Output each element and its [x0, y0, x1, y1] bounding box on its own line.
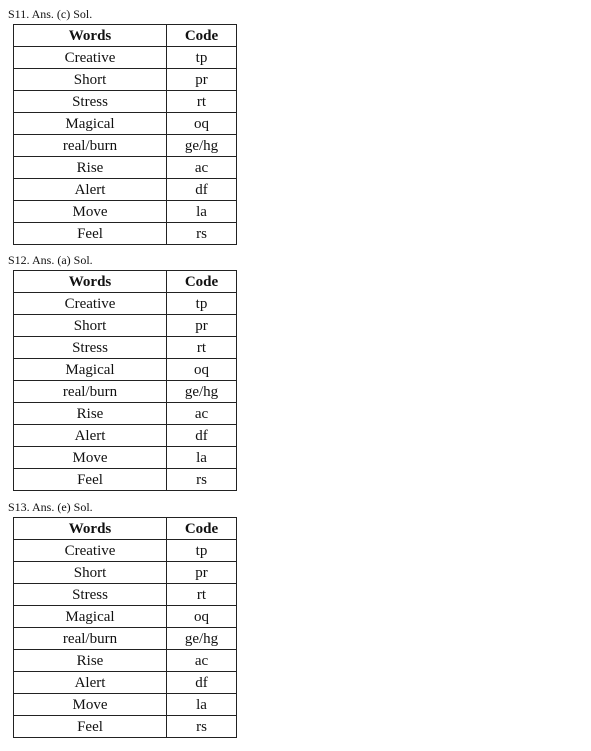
- table-row: [14, 337, 237, 359]
- code-cell: rt: [167, 91, 237, 113]
- code-cell: ge/hg: [167, 628, 237, 650]
- code-cell: la: [167, 201, 237, 223]
- table-row: [14, 469, 237, 491]
- code-cell: rs: [167, 716, 237, 738]
- table-row: [14, 157, 237, 179]
- table-row: [14, 606, 237, 628]
- solution-heading: S12. Ans. (a) Sol.: [8, 253, 93, 267]
- word-cell: Alert: [14, 425, 167, 447]
- code-column-header: Code: [167, 271, 237, 293]
- word-cell: real/burn: [14, 135, 167, 157]
- code-cell: ac: [167, 157, 237, 179]
- table-row: [14, 91, 237, 113]
- word-cell: Magical: [14, 113, 167, 135]
- code-column-header: Code: [167, 25, 237, 47]
- word-cell: Feel: [14, 223, 167, 245]
- table-row: [14, 113, 237, 135]
- word-cell: Creative: [14, 540, 167, 562]
- code-cell: tp: [167, 540, 237, 562]
- word-cell: real/burn: [14, 381, 167, 403]
- code-cell: ac: [167, 650, 237, 672]
- table-row: [14, 694, 237, 716]
- table-row: [14, 584, 237, 606]
- code-cell: ac: [167, 403, 237, 425]
- table-row: [14, 69, 237, 91]
- code-cell: ge/hg: [167, 135, 237, 157]
- table-row: [14, 425, 237, 447]
- table-header-row: [14, 25, 237, 47]
- word-cell: Rise: [14, 157, 167, 179]
- code-cell: rs: [167, 223, 237, 245]
- code-cell: oq: [167, 606, 237, 628]
- code-cell: rs: [167, 469, 237, 491]
- word-cell: Short: [14, 69, 167, 91]
- code-table: [13, 24, 237, 245]
- table-row: [14, 381, 237, 403]
- code-table: [13, 517, 237, 738]
- code-cell: la: [167, 694, 237, 716]
- table-row: [14, 315, 237, 337]
- word-cell: Short: [14, 562, 167, 584]
- word-cell: Stress: [14, 91, 167, 113]
- table-row: [14, 716, 237, 738]
- word-cell: Rise: [14, 650, 167, 672]
- word-cell: Creative: [14, 47, 167, 69]
- code-cell: pr: [167, 562, 237, 584]
- solution-heading: S11. Ans. (c) Sol.: [8, 7, 93, 21]
- words-column-header: Words: [14, 25, 167, 47]
- table-row: [14, 135, 237, 157]
- words-column-header: Words: [14, 518, 167, 540]
- table-body: [14, 540, 237, 738]
- code-cell: pr: [167, 315, 237, 337]
- table-row: [14, 672, 237, 694]
- word-cell: Alert: [14, 672, 167, 694]
- word-cell: Move: [14, 201, 167, 223]
- code-column-header: Code: [167, 518, 237, 540]
- word-cell: Move: [14, 694, 167, 716]
- table-row: [14, 47, 237, 69]
- words-column-header: Words: [14, 271, 167, 293]
- word-cell: Feel: [14, 716, 167, 738]
- table-row: [14, 293, 237, 315]
- code-cell: ge/hg: [167, 381, 237, 403]
- code-cell: pr: [167, 69, 237, 91]
- code-cell: rt: [167, 584, 237, 606]
- table-body: [14, 47, 237, 245]
- table-row: [14, 650, 237, 672]
- code-cell: oq: [167, 113, 237, 135]
- table-row: [14, 562, 237, 584]
- word-cell: Stress: [14, 584, 167, 606]
- table-row: [14, 201, 237, 223]
- table-row: [14, 403, 237, 425]
- code-cell: tp: [167, 293, 237, 315]
- word-cell: Move: [14, 447, 167, 469]
- word-cell: real/burn: [14, 628, 167, 650]
- code-cell: tp: [167, 47, 237, 69]
- word-cell: Rise: [14, 403, 167, 425]
- word-cell: Magical: [14, 606, 167, 628]
- code-table: [13, 270, 237, 491]
- solution-heading: S13. Ans. (e) Sol.: [8, 500, 93, 514]
- table-row: [14, 223, 237, 245]
- code-cell: df: [167, 672, 237, 694]
- table-row: [14, 359, 237, 381]
- word-cell: Magical: [14, 359, 167, 381]
- word-cell: Creative: [14, 293, 167, 315]
- code-cell: df: [167, 425, 237, 447]
- code-cell: df: [167, 179, 237, 201]
- table-row: [14, 628, 237, 650]
- code-cell: rt: [167, 337, 237, 359]
- table-header-row: [14, 518, 237, 540]
- table-row: [14, 540, 237, 562]
- word-cell: Stress: [14, 337, 167, 359]
- word-cell: Short: [14, 315, 167, 337]
- code-cell: oq: [167, 359, 237, 381]
- table-header-row: [14, 271, 237, 293]
- table-row: [14, 179, 237, 201]
- word-cell: Alert: [14, 179, 167, 201]
- table-body: [14, 293, 237, 491]
- table-row: [14, 447, 237, 469]
- code-cell: la: [167, 447, 237, 469]
- word-cell: Feel: [14, 469, 167, 491]
